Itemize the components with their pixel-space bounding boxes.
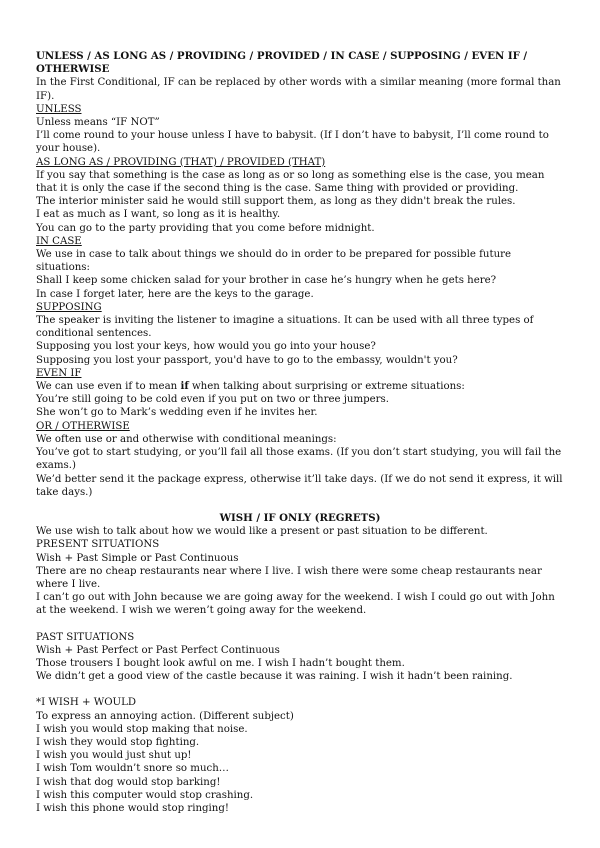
- intro-text: In the First Conditional, IF can be replaced by other words with a similar meaning (more formal than IF).: [36, 77, 561, 102]
- heading-unless: UNLESS: [36, 103, 82, 115]
- text-fragment: when talking about surprising or extreme situations:: [188, 381, 465, 393]
- text-line: I can’t go out with John because we are going away for the weekend. I wish I could go out with John at the weekend. I wish we weren’t going away for the weekend.: [36, 592, 555, 617]
- heading-as-long-as: AS LONG AS / PROVIDING (THAT) / PROVIDED (THAT): [36, 156, 326, 168]
- text-line: We didn’t get a good view of the castle because it was raining. I wish it hadn’t been raining.: [36, 671, 513, 683]
- text-line: I wish they would stop fighting.: [36, 736, 200, 748]
- text-line: She won’t go to Mark’s wedding even if he invites her.: [36, 407, 318, 419]
- text-line: We’d better send it the package express, otherwise it’ll take days. (If we do not send it express, it will take days.): [36, 473, 563, 498]
- section-title-wish: WISH / IF ONLY (REGRETS): [219, 511, 381, 524]
- text-line: I wish that dog would stop barking!: [36, 776, 221, 788]
- section-title-conditionals: UNLESS / AS LONG AS / PROVIDING / PROVIDED / IN CASE / SUPPOSING / EVEN IF / OTHERWISE: [36, 50, 528, 76]
- text-line: We use in case to talk about things we should do in order to be prepared for possible future situations:: [36, 249, 512, 274]
- heading-otherwise: OR / OTHERWISE: [36, 420, 130, 432]
- intro-text: We use wish to talk about how we would like a present or past situation to be different.: [36, 526, 488, 538]
- text-line: I eat as much as I want, so long as it is healthy.: [36, 209, 281, 221]
- text-line: The interior minister said he would still support them, as long as they didn't break the rules.: [36, 196, 516, 208]
- text-line: Unless means “IF NOT”: [36, 117, 160, 129]
- text-line: You’ve got to start studying, or you’ll fail all those exams. (If you don’t start studying, you will fail the exams.): [36, 447, 562, 472]
- formula-present: Wish + Past Simple or Past Continuous: [36, 552, 239, 564]
- text-line: Supposing you lost your keys, how would you go into your house?: [36, 341, 376, 353]
- text-line: I’ll come round to your house unless I have to babysit. (If I don’t have to babysit, I’ll come round to your house).: [36, 130, 549, 155]
- heading-present-situations: PRESENT SITUATIONS: [36, 539, 160, 551]
- heading-wish-would: *I WISH + WOULD: [36, 697, 137, 709]
- text-line: Those trousers I bought look awful on me. I wish I hadn’t bought them.: [36, 657, 405, 669]
- text-line: Shall I keep some chicken salad for your brother in case he’s hungry when he gets here?: [36, 275, 497, 287]
- heading-past-situations: PAST SITUATIONS: [36, 631, 135, 643]
- bold-word: if: [180, 380, 189, 393]
- formula-past: Wish + Past Perfect or Past Perfect Continuous: [36, 644, 280, 656]
- text-line: I wish this phone would stop ringing!: [36, 802, 229, 814]
- text-fragment: We can use even if to mean: [36, 381, 181, 393]
- text-line: There are no cheap restaurants near where I live. I wish there were some cheap restaurants near where I live.: [36, 565, 542, 590]
- text-line: [36, 380, 564, 393]
- heading-even-if: EVEN IF: [36, 367, 82, 379]
- text-line: I wish Tom wouldn’t snore so much…: [36, 763, 229, 775]
- heading-supposing: SUPPOSING: [36, 301, 102, 313]
- text-line: I wish you would just shut up!: [36, 750, 192, 762]
- text-line: We often use or and otherwise with conditional meanings:: [36, 433, 337, 445]
- heading-in-case: IN CASE: [36, 235, 82, 247]
- text-line: In case I forget later, here are the keys to the garage.: [36, 288, 314, 300]
- text-line: I wish you would stop making that noise.: [36, 723, 248, 735]
- text-line: To express an annoying action. (Different subject): [36, 710, 294, 722]
- text-line: The speaker is inviting the listener to imagine a situations. It can be used with all three types of conditional sentences.: [36, 315, 534, 340]
- text-line: You’re still going to be cold even if you put on two or three jumpers.: [36, 394, 390, 406]
- text-line: If you say that something is the case as long as or so long as something else is the case, you mean that it is only the case if the second thing is the case. Same thing with provided or providing.: [36, 169, 545, 195]
- text-line: I wish this computer would stop crashing.: [36, 789, 254, 801]
- text-line: Supposing you lost your passport, you'd have to go to the embassy, wouldn't you?: [36, 354, 458, 366]
- text-line: You can go to the party providing that you come before midnight.: [36, 222, 375, 234]
